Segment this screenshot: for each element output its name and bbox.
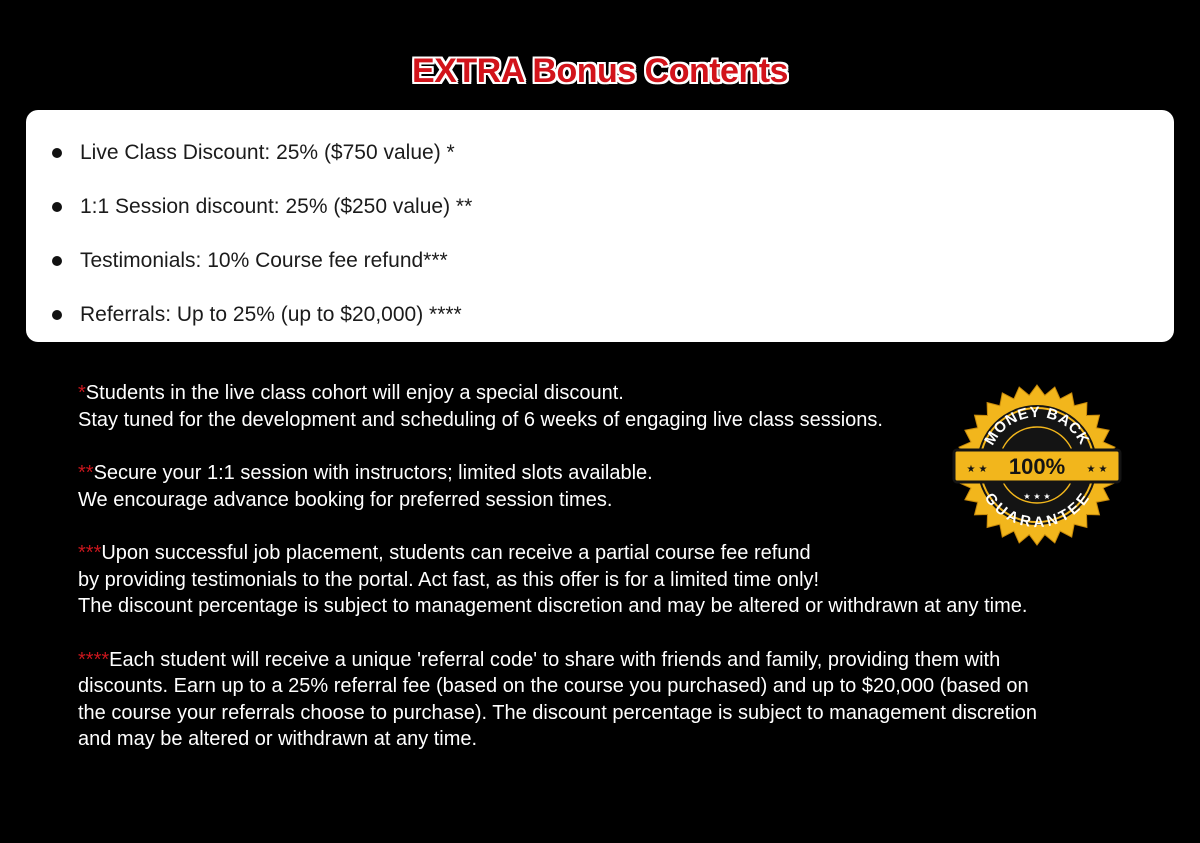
badge-bottom-text: GUARANTEE: [980, 489, 1094, 532]
bonus-item-label: Referrals: Up to 25% (up to $20,000) ****: [80, 303, 462, 326]
footnote-mark: *: [78, 382, 86, 404]
footnote-line: Stay tuned for the development and scheduling of 6 weeks of engaging live class sessions.: [78, 408, 883, 431]
bonus-card: [26, 110, 1174, 342]
badge-top-text: MONEY BACK: [981, 403, 1093, 449]
bonus-item-testimonials: [52, 234, 1174, 288]
footnote-line: ****Each student will receive a unique 'referral code' to share with friends and family, providing them with: [78, 648, 1001, 671]
star-icon: ★: [978, 464, 988, 475]
bonus-list: [52, 126, 1174, 342]
footnote-line: *Students in the live class cohort will enjoy a special discount.: [78, 382, 624, 404]
bonus-item-label: Testimonials: 10% Course fee refund***: [80, 249, 448, 272]
bonus-item-live-class: [52, 126, 1174, 180]
star-icon: ★: [1023, 492, 1031, 501]
bonus-item-label: 1:1 Session discount: 25% ($250 value) **: [80, 195, 473, 218]
footnote-referrals: [78, 647, 1138, 753]
star-icon: ★: [1098, 464, 1108, 475]
footnote-mark: ***: [78, 542, 102, 564]
star-icon: ★: [1043, 492, 1051, 501]
bullet-icon: [52, 310, 62, 320]
star-icon: ★: [1086, 464, 1096, 475]
footnote-line: The discount percentage is subject to management discretion and may be altered or withdrawn at any time.: [78, 595, 1028, 617]
footnote-line: ***Upon successful job placement, students can receive a partial course fee refund: [78, 542, 811, 564]
bonus-item-label: Live Class Discount: 25% ($750 value) *: [80, 141, 455, 164]
footnote-mark: ****: [78, 648, 110, 671]
star-icon: ★: [966, 464, 976, 475]
footnote-line: discounts. Earn up to a 25% referral fee (based on the course you purchased) and up to $20,000 (based on: [78, 675, 1029, 697]
bullet-icon: [52, 148, 62, 158]
footnote-line: We encourage advance booking for preferred session times.: [78, 488, 613, 511]
bullet-icon: [52, 256, 62, 266]
footnote-line: by providing testimonials to the portal. Act fast, as this offer is for a limited time only!: [78, 568, 820, 591]
star-icon: ★: [1033, 492, 1041, 501]
badge-center-text: 100%: [1008, 454, 1066, 479]
footnote-testimonials: [78, 540, 1138, 620]
money-back-guarantee-badge: [951, 384, 1123, 546]
footnote-mark: **: [78, 462, 94, 484]
bonus-item-session: [52, 180, 1174, 234]
bonus-item-referrals: [52, 288, 1174, 342]
footnote-line: the course your referrals choose to purchase). The discount percentage is subject to management discretion: [78, 701, 1038, 724]
footnote-line: and may be altered or withdrawn at any time.: [78, 728, 478, 750]
bullet-icon: [52, 202, 62, 212]
footnote-line: **Secure your 1:1 session with instructors; limited slots available.: [78, 462, 653, 484]
page-title: EXTRA Bonus Contents: [412, 52, 788, 90]
